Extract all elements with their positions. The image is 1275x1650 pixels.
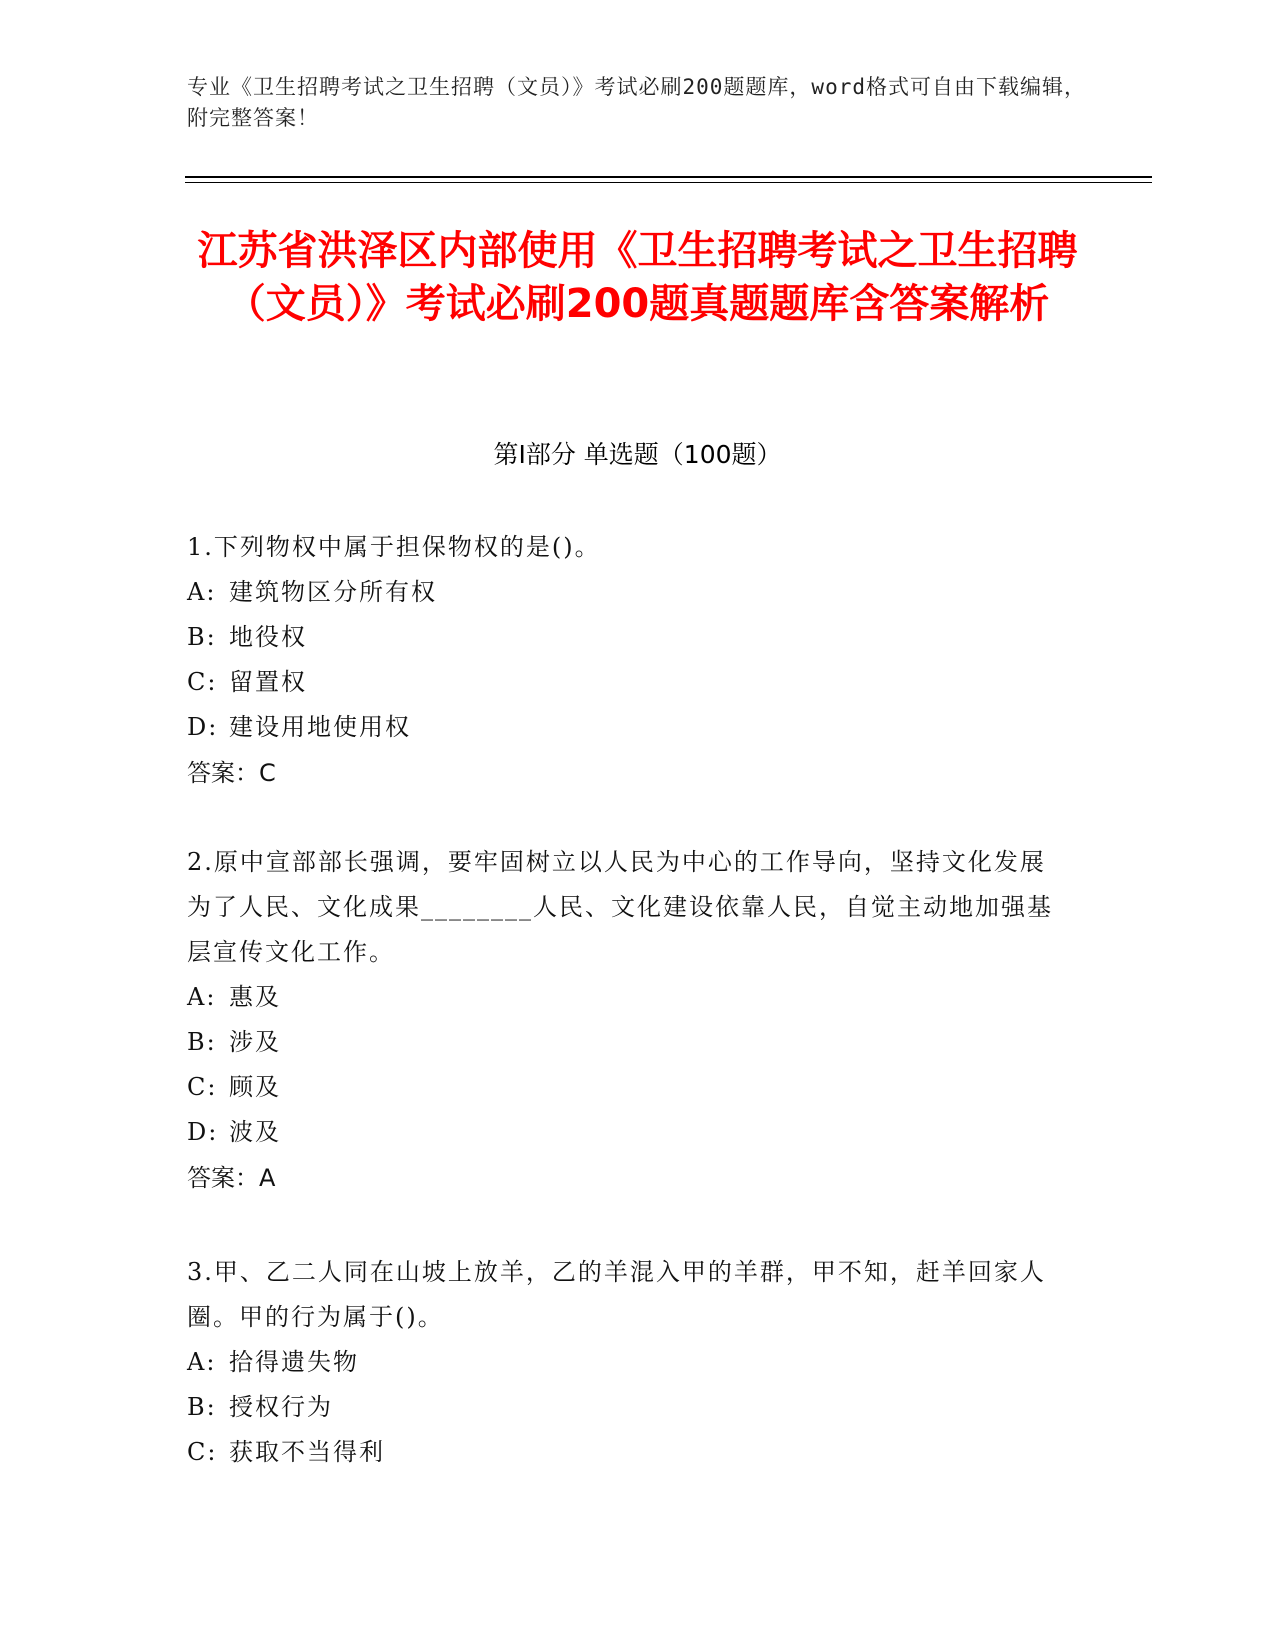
option-a — [187, 570, 1067, 615]
header-divider-thin — [185, 182, 1152, 183]
option-a — [187, 975, 1067, 1020]
document-title: 江苏省洪泽区内部使用《卫生招聘考试之卫生招聘（文员）》考试必刷200题真题题库含答案解析 — [197, 228, 1078, 327]
option-letter: C: — [187, 1073, 218, 1101]
option-text: 授权行为 — [229, 1393, 333, 1421]
option-letter: A: — [187, 578, 217, 606]
question-item — [187, 840, 1067, 1201]
option-text: 建筑物区分所有权 — [229, 578, 437, 606]
option-letter: A: — [187, 983, 217, 1011]
answer-line: 答案：A — [187, 1164, 276, 1192]
option-c — [187, 660, 1067, 705]
question-item — [187, 525, 1067, 796]
option-letter: D: — [187, 1118, 219, 1146]
option-text: 留置权 — [229, 668, 307, 696]
option-text: 地役权 — [229, 623, 307, 651]
option-letter: B: — [187, 623, 217, 651]
option-letter: A: — [187, 1348, 217, 1376]
option-d — [187, 1110, 1067, 1155]
option-b — [187, 615, 1067, 660]
question-stem: 2.原中宣部部长强调，要牢固树立以人民为中心的工作导向，坚持文化发展为了人民、文化成果________人民、文化建设依靠人民，自觉主动地加强基层宣传文化工作。 — [187, 848, 1053, 966]
question-item — [187, 1250, 1067, 1475]
option-c — [187, 1065, 1067, 1110]
option-text: 涉及 — [229, 1028, 281, 1056]
option-text: 获取不当得利 — [229, 1438, 385, 1466]
option-b — [187, 1020, 1067, 1065]
question-stem: 3.甲、乙二人同在山坡上放羊，乙的羊混入甲的羊群，甲不知，赶羊回家人圈。甲的行为属于()。 — [187, 1258, 1046, 1331]
answer-line: 答案：C — [187, 759, 276, 787]
option-letter: B: — [187, 1393, 217, 1421]
option-c — [187, 1430, 1067, 1475]
header-divider-thick — [185, 176, 1152, 178]
section-heading: 第I部分 单选题（100题） — [493, 440, 782, 469]
option-a — [187, 1340, 1067, 1385]
option-letter: D: — [187, 713, 219, 741]
option-text: 波及 — [229, 1118, 281, 1146]
option-d — [187, 705, 1067, 750]
option-text: 顾及 — [229, 1073, 281, 1101]
option-letter: C: — [187, 668, 218, 696]
option-letter: B: — [187, 1028, 217, 1056]
option-text: 惠及 — [229, 983, 281, 1011]
option-text: 拾得遗失物 — [229, 1348, 359, 1376]
option-text: 建设用地使用权 — [229, 713, 411, 741]
document-header-note: 专业《卫生招聘考试之卫生招聘（文员）》考试必刷200题题库，word格式可自由下载编辑，附完整答案！ — [187, 75, 1086, 130]
option-letter: C: — [187, 1438, 218, 1466]
option-b — [187, 1385, 1067, 1430]
question-stem: 1.下列物权中属于担保物权的是()。 — [187, 533, 601, 561]
